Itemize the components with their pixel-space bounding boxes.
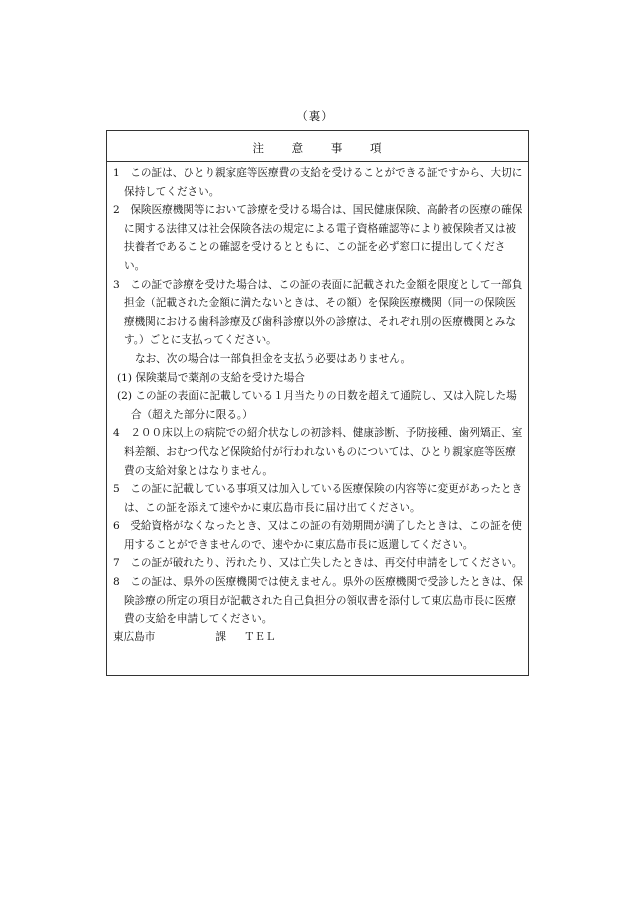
title-divider [107, 161, 528, 162]
notice-body [113, 164, 524, 629]
back-side-label: （裏） [296, 109, 334, 123]
notice-item-3-note: なお、次の場合は一部負担金を支払う必要はありません。 [135, 352, 412, 365]
section-label: 課 [215, 631, 226, 643]
notice-item-2: 2 保険医療機関等において診療を受ける場合は、国民健康保険、高齢者の医療の確保に関する法律又は社会保険各法の規定による電子資格確認等により被保険者又は被扶養者であることの確認を受けるとともに、この証を必ず窓口に提出してください。 [113, 204, 523, 272]
notice-item-4: 4 ２００床以上の病院での紹介状なしの初診料、健康診断、予防接種、歯列矯正、室料差額、おむつ代など保険給付が行われないものについては、ひとり親家庭等医療費の支給対象とはなりません。 [113, 427, 523, 477]
notice-title: 注 意 事 項 [252, 141, 383, 155]
notice-item-7: 7 この証が破れたり、汚れたり、又は亡失したときは、再交付申請をしてください。 [113, 557, 523, 570]
notice-item-6: 6 受給資格がなくなったとき、又はこの証の有効期間が満了したときは、この証を使用することができませんので、速やかに東広島市長に返還してください。 [113, 520, 522, 551]
notice-item-5: 5 この証に記載している事項又は加入している医療保険の内容等に変更があったときは、この証を添えて速やかに東広島市長に届け出てください。 [113, 483, 523, 514]
contact-footer [113, 628, 524, 646]
tel-label: ＴＥＬ [243, 631, 276, 643]
notice-box [106, 130, 529, 676]
notice-item-8: 8 この証は、県外の医療機関では使えません。県外の医療機関で受診したときは、保険診療の所定の項目が記載された自己負担分の領収書を添付して東広島市長に医療費の支給を申請してください。 [113, 576, 523, 626]
city-label: 東広島市 [113, 631, 156, 643]
notice-subitem-1: (1) 保険薬局で薬剤の支給を受けた場合 [117, 371, 305, 384]
notice-item-3: 3 この証で診療を受けた場合は、この証の表面に記載された金額を限度として一部負担金（記載された金額に満たないときは、その額）を保険医療機関（同一の保険医療機関における歯科診療及び歯科診療以外の診療は、それぞれ別の医療機関とみなす。）ごとに支払ってください。 [113, 278, 523, 347]
notice-subitem-2: (2) この証の表面に記載している１月当たりの日数を超えて通院し、又は入院した場合（超えた部分に限る。） [117, 390, 517, 421]
notice-item-1: 1 この証は、ひとり親家庭等医療費の支給を受けることができる証ですから、大切に保持してください。 [113, 167, 523, 198]
